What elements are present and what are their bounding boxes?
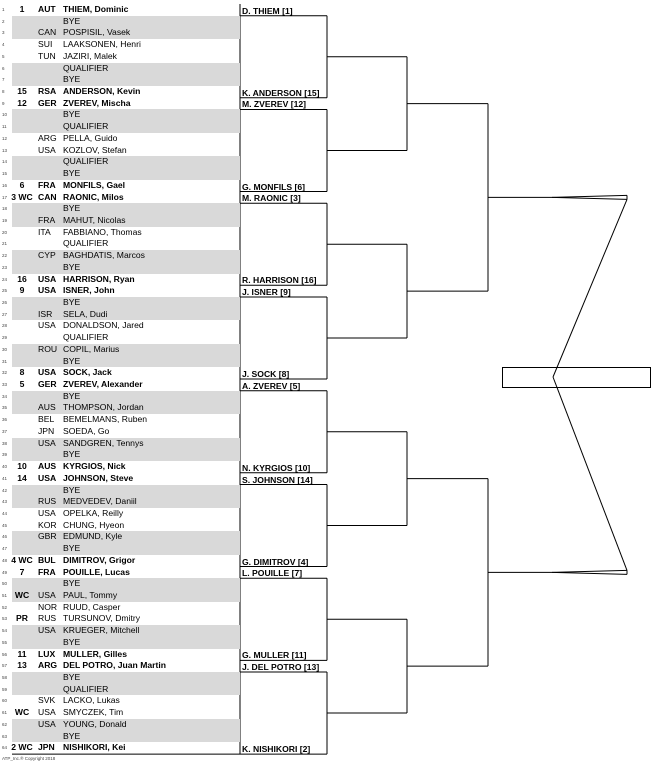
draw-row	[0, 285, 241, 297]
player-name: KOZLOV, Stefan	[63, 144, 127, 155]
draw-row	[0, 156, 241, 168]
country-code: SUI	[38, 39, 53, 50]
draw-row	[0, 215, 241, 227]
player-name: ZVEREV, Mischa	[63, 97, 131, 108]
player-name: EDMUND, Kyle	[63, 531, 123, 542]
bracket-line	[552, 570, 627, 572]
player-name: SELA, Dudi	[63, 308, 108, 319]
country-code: RUS	[38, 613, 57, 624]
draw-position: 12	[2, 135, 8, 141]
draw-position: 48	[2, 557, 8, 563]
draw-row	[0, 567, 241, 579]
draw-row	[0, 602, 241, 614]
draw-row	[0, 145, 241, 157]
draw-row	[0, 133, 241, 145]
draw-row	[0, 332, 241, 344]
draw-position: 16	[2, 182, 8, 188]
draw-position: 43	[2, 499, 8, 505]
draw-row	[0, 63, 241, 75]
player-name: COPIL, Marius	[63, 343, 120, 354]
seed-label: 15	[17, 86, 27, 97]
player-name: HARRISON, Ryan	[63, 273, 135, 284]
country-code: USA	[38, 718, 56, 729]
draw-position: 50	[2, 581, 8, 587]
draw-row	[0, 180, 241, 192]
player-name: SOCK, Jack	[63, 367, 112, 378]
draw-position: 4	[2, 42, 5, 48]
draw-position: 39	[2, 452, 8, 458]
round2-player: G. MULLER [11]	[242, 650, 307, 661]
draw-row	[0, 320, 241, 332]
country-code: FRA	[38, 214, 56, 225]
draw-row	[0, 356, 241, 368]
player-name: SANDGREN, Tennys	[63, 437, 144, 448]
country-code: RUS	[38, 496, 57, 507]
player-name: THOMPSON, Jordan	[63, 402, 144, 413]
country-code: CYP	[38, 250, 56, 261]
draw-row	[0, 4, 241, 16]
country-code: GBR	[38, 531, 57, 542]
draw-row	[0, 27, 241, 39]
draw-row	[0, 367, 241, 379]
country-code: USA	[38, 625, 56, 636]
round2-player: L. POUILLE [7]	[242, 568, 303, 579]
player-name: ZVEREV, Alexander	[63, 379, 143, 390]
player-name: QUALIFIER	[63, 238, 109, 249]
draw-row	[0, 543, 241, 555]
bracket-line	[552, 195, 627, 197]
draw-row	[0, 496, 241, 508]
draw-row	[0, 39, 241, 51]
player-name: BAGHDATIS, Marcos	[63, 250, 145, 261]
round2-player: G. MONFILS [6]	[242, 181, 306, 192]
player-name: RAONIC, Milos	[63, 191, 124, 202]
player-name: BYE	[63, 261, 81, 272]
seed-label: 10	[17, 461, 27, 472]
draw-position: 40	[2, 464, 8, 470]
draw-row	[0, 51, 241, 63]
draw-position: 41	[2, 475, 8, 481]
draw-row	[0, 590, 241, 602]
seed-label: 16	[17, 273, 27, 284]
draw-row	[0, 438, 241, 450]
player-name: POSPISIL, Vasek	[63, 27, 131, 38]
player-name: BYE	[63, 390, 81, 401]
draw-position: 25	[2, 288, 8, 294]
round2-player: J. ISNER [9]	[242, 287, 291, 297]
draw-row	[0, 555, 241, 567]
seed-label: 8	[19, 367, 25, 378]
draw-row	[0, 203, 241, 215]
player-name: TURSUNOV, Dmitry	[63, 613, 141, 624]
player-name: BYE	[63, 74, 81, 85]
country-code: AUS	[38, 402, 56, 413]
draw-position: 55	[2, 639, 8, 645]
player-name: SMYCZEK, Tim	[63, 707, 124, 718]
draw-position: 30	[2, 346, 8, 352]
player-name: CHUNG, Hyeon	[63, 519, 125, 530]
bracket-line	[553, 199, 627, 377]
draw-position: 6	[2, 65, 5, 71]
country-code: GER	[38, 97, 57, 108]
draw-row	[0, 695, 241, 707]
draw-row	[0, 414, 241, 426]
country-code: USA	[38, 472, 57, 483]
draw-position: 58	[2, 675, 8, 681]
country-code: USA	[38, 707, 56, 718]
country-code: USA	[38, 590, 56, 600]
country-code: FRA	[38, 566, 56, 577]
draw-position: 26	[2, 300, 8, 305]
player-name: THIEM, Dominic	[63, 4, 129, 14]
bracket-line	[553, 377, 627, 570]
draw-position: 46	[2, 534, 8, 540]
draw-position: 29	[2, 335, 8, 341]
draw-row	[0, 473, 241, 485]
player-name: BYE	[63, 355, 81, 366]
player-name: POUILLE, Lucas	[63, 566, 130, 577]
country-code: CAN	[38, 27, 57, 38]
country-code: SVK	[38, 695, 56, 706]
country-code: USA	[38, 367, 57, 378]
country-code: BEL	[38, 414, 55, 425]
draw-position: 9	[2, 100, 5, 106]
round2-player: G. DIMITROV [4]	[242, 556, 309, 567]
player-name: SOEDA, Go	[63, 425, 110, 436]
seed-label: 1	[19, 4, 25, 14]
country-code: LUX	[38, 648, 56, 659]
country-code: NOR	[38, 601, 58, 612]
draw-row	[0, 520, 241, 532]
draw-row	[0, 250, 241, 262]
draw-row	[0, 637, 241, 649]
player-name: DEL POTRO, Juan Martin	[63, 660, 166, 671]
draw-row	[0, 578, 241, 590]
round2-player: M. ZVEREV [12]	[242, 99, 306, 110]
draw-position: 31	[2, 358, 8, 364]
player-name: KRUEGER, Mitchell	[63, 625, 140, 636]
player-name: QUALIFIER	[63, 683, 109, 694]
player-name: BYE	[63, 578, 81, 589]
draw-position: 60	[2, 698, 8, 704]
draw-row	[0, 391, 241, 403]
draw-position: 19	[2, 217, 8, 223]
country-code: BUL	[38, 554, 56, 565]
draw-position: 14	[2, 159, 8, 165]
round2-player: J. SOCK [8]	[242, 369, 290, 380]
draw-row	[0, 109, 241, 121]
player-name: NISHIKORI, Kei	[63, 742, 126, 753]
draw-row	[0, 485, 241, 497]
draw-row	[0, 309, 241, 321]
player-name: BEMELMANS, Ruben	[63, 414, 148, 425]
draw-row	[0, 192, 241, 204]
seed-label: 12	[17, 97, 27, 108]
draw-row	[0, 402, 241, 414]
draw-position: 64	[2, 745, 8, 751]
draw-row	[0, 531, 241, 543]
draw-row	[0, 742, 241, 754]
draw-row	[0, 649, 241, 661]
player-name: DIMITROV, Grigor	[63, 554, 136, 565]
seed-label: 5	[19, 379, 25, 390]
country-code: TUN	[38, 50, 56, 61]
draw-position: 15	[2, 171, 8, 177]
draw-row	[0, 731, 241, 743]
draw-position: 23	[2, 264, 8, 270]
player-name: ANDERSON, Kevin	[63, 86, 141, 97]
seed-label: 14	[17, 472, 27, 483]
draw-row	[0, 684, 241, 696]
draw-position: 47	[2, 546, 8, 552]
draw-position: 28	[2, 323, 8, 329]
draw-position: 61	[2, 710, 8, 716]
round2-player: M. RAONIC [3]	[242, 193, 301, 204]
round2-player: J. DEL POTRO [13]	[242, 662, 320, 673]
round2-player: S. JOHNSON [14]	[242, 474, 313, 485]
bracket-line	[552, 572, 627, 574]
draw-position: 13	[2, 147, 8, 153]
draw-position: 21	[2, 241, 8, 247]
country-code: USA	[38, 320, 56, 331]
draw-position: 33	[2, 382, 8, 388]
player-name: MULLER, Gilles	[63, 648, 127, 659]
country-code: USA	[38, 437, 56, 448]
seed-label: 4 WC	[11, 554, 33, 565]
draw-position: 32	[2, 370, 8, 376]
round2-player: N. KYRGIOS [10]	[242, 462, 311, 473]
player-name: BYE	[63, 109, 81, 120]
player-name: QUALIFIER	[63, 332, 109, 343]
player-name: PELLA, Guido	[63, 132, 118, 143]
seed-label: 13	[17, 660, 27, 671]
draw-position: 17	[2, 194, 8, 200]
draw-position: 10	[2, 112, 8, 118]
player-name: BYE	[63, 297, 81, 307]
draw-position: 3	[2, 30, 5, 36]
seed-label: WC	[14, 590, 30, 600]
country-code: AUS	[38, 461, 57, 472]
draw-row	[0, 121, 241, 133]
country-code: ARG	[38, 132, 57, 143]
draw-position: 34	[2, 393, 8, 399]
draw-row	[0, 297, 241, 309]
draw-row	[0, 426, 241, 438]
copyright-footer: ATP_Inc.® Copyright 2018	[2, 756, 56, 761]
seed-label: 2 WC	[11, 742, 33, 753]
player-name: DONALDSON, Jared	[63, 320, 144, 331]
round2-player: D. THIEM [1]	[242, 5, 293, 16]
draw-position: 20	[2, 229, 8, 235]
draw-row	[0, 227, 241, 239]
round2-player: K. NISHIKORI [2]	[242, 744, 311, 755]
seed-label: 3 WC	[11, 191, 33, 202]
player-name: OPELKA, Reilly	[63, 507, 124, 518]
draw-row	[0, 508, 241, 520]
draw-position: 37	[2, 428, 8, 434]
draw-row	[0, 274, 241, 286]
draw-position: 56	[2, 651, 8, 657]
draw-position: 42	[2, 487, 8, 493]
draw-position: 54	[2, 628, 8, 634]
round2-player: A. ZVEREV [5]	[242, 380, 301, 391]
country-code: ARG	[38, 660, 58, 671]
player-name: YOUNG, Donald	[63, 718, 127, 729]
draw-position: 59	[2, 686, 8, 692]
draw-position: 36	[2, 417, 8, 423]
draw-row	[0, 379, 241, 391]
seed-label: 7	[19, 566, 25, 577]
champion-box	[502, 367, 651, 388]
draw-row	[0, 707, 241, 719]
country-code: USA	[38, 507, 56, 518]
player-name: BYE	[63, 449, 81, 460]
draw-row	[0, 613, 241, 625]
country-code: ISR	[38, 308, 53, 319]
seed-label: PR	[16, 613, 28, 624]
draw-position: 35	[2, 405, 8, 411]
draw-position: 51	[2, 593, 8, 598]
draw-position: 63	[2, 733, 8, 739]
draw-row	[0, 86, 241, 98]
country-code: AUT	[38, 4, 56, 14]
round2-player: K. ANDERSON [15]	[242, 87, 320, 98]
country-code: ROU	[38, 343, 58, 354]
draw-row	[0, 449, 241, 461]
draw-row	[0, 238, 241, 250]
draw-row	[0, 344, 241, 356]
seed-label: 11	[17, 648, 27, 659]
player-name: BYE	[63, 484, 81, 495]
player-name: JOHNSON, Steve	[63, 472, 134, 483]
player-name: KYRGIOS, Nick	[63, 461, 126, 472]
country-code: CAN	[38, 191, 57, 202]
seed-label: WC	[14, 707, 30, 718]
player-name: MEDVEDEV, Daniil	[63, 496, 137, 507]
player-name: RUUD, Casper	[63, 601, 121, 612]
draw-position: 8	[2, 89, 5, 95]
player-name: JAZIRI, Malek	[63, 50, 117, 61]
draw-row	[0, 625, 241, 637]
country-code: FRA	[38, 179, 56, 190]
player-name: BYE	[63, 203, 81, 214]
draw-position: 22	[2, 253, 8, 259]
player-name: MAHUT, Nicolas	[63, 214, 126, 225]
player-name: QUALIFIER	[63, 62, 109, 73]
draw-row	[0, 262, 241, 274]
player-name: BYE	[63, 672, 81, 683]
player-name: FABBIANO, Thomas	[63, 226, 142, 237]
draw-position: 1	[2, 7, 5, 12]
country-code: KOR	[38, 519, 57, 530]
draw-position: 57	[2, 663, 8, 669]
bracket-line	[552, 197, 627, 199]
player-name: BYE	[63, 543, 81, 554]
player-name: LAAKSONEN, Henri	[63, 39, 141, 50]
draw-row	[0, 16, 241, 28]
draw-position: 52	[2, 604, 8, 610]
draw-row	[0, 168, 241, 180]
draw-position: 38	[2, 440, 8, 446]
player-name: MONFILS, Gael	[63, 179, 126, 190]
player-name: QUALIFIER	[63, 156, 109, 167]
seed-label: 9	[19, 285, 25, 296]
draw-row	[0, 98, 241, 110]
draw-position: 27	[2, 311, 8, 317]
player-name: BYE	[63, 168, 81, 179]
country-code: JPN	[38, 425, 55, 436]
draw-row	[0, 461, 241, 473]
draw-row	[0, 672, 241, 684]
draw-position: 11	[2, 124, 7, 130]
draw-position: 7	[2, 77, 5, 83]
draw-position: 49	[2, 569, 8, 575]
draw-position: 44	[2, 510, 8, 516]
seed-label: 6	[19, 179, 25, 190]
player-name: QUALIFIER	[63, 121, 109, 132]
country-code: USA	[38, 144, 56, 155]
country-code: GER	[38, 379, 57, 390]
player-name: BYE	[63, 15, 81, 26]
draw-row	[0, 719, 241, 731]
draw-position: 2	[2, 18, 5, 24]
draw-position: 18	[2, 206, 8, 212]
draw-position: 24	[2, 276, 8, 282]
draw-position: 62	[2, 721, 8, 727]
player-name: BYE	[63, 636, 81, 647]
draw-position: 5	[2, 53, 5, 59]
player-name: BYE	[63, 730, 81, 741]
draw-position: 45	[2, 522, 8, 528]
country-code: USA	[38, 273, 57, 284]
country-code: JPN	[38, 742, 55, 753]
player-name: LACKO, Lukas	[63, 695, 120, 706]
draw-row	[0, 74, 241, 86]
draw-row	[0, 660, 241, 672]
country-code: RSA	[38, 86, 57, 97]
draw-position: 53	[2, 616, 8, 622]
player-name: ISNER, John	[63, 285, 115, 296]
round2-player: R. HARRISON [16]	[242, 275, 317, 286]
country-code: USA	[38, 285, 57, 296]
player-name: PAUL, Tommy	[63, 590, 118, 600]
country-code: ITA	[38, 226, 51, 237]
